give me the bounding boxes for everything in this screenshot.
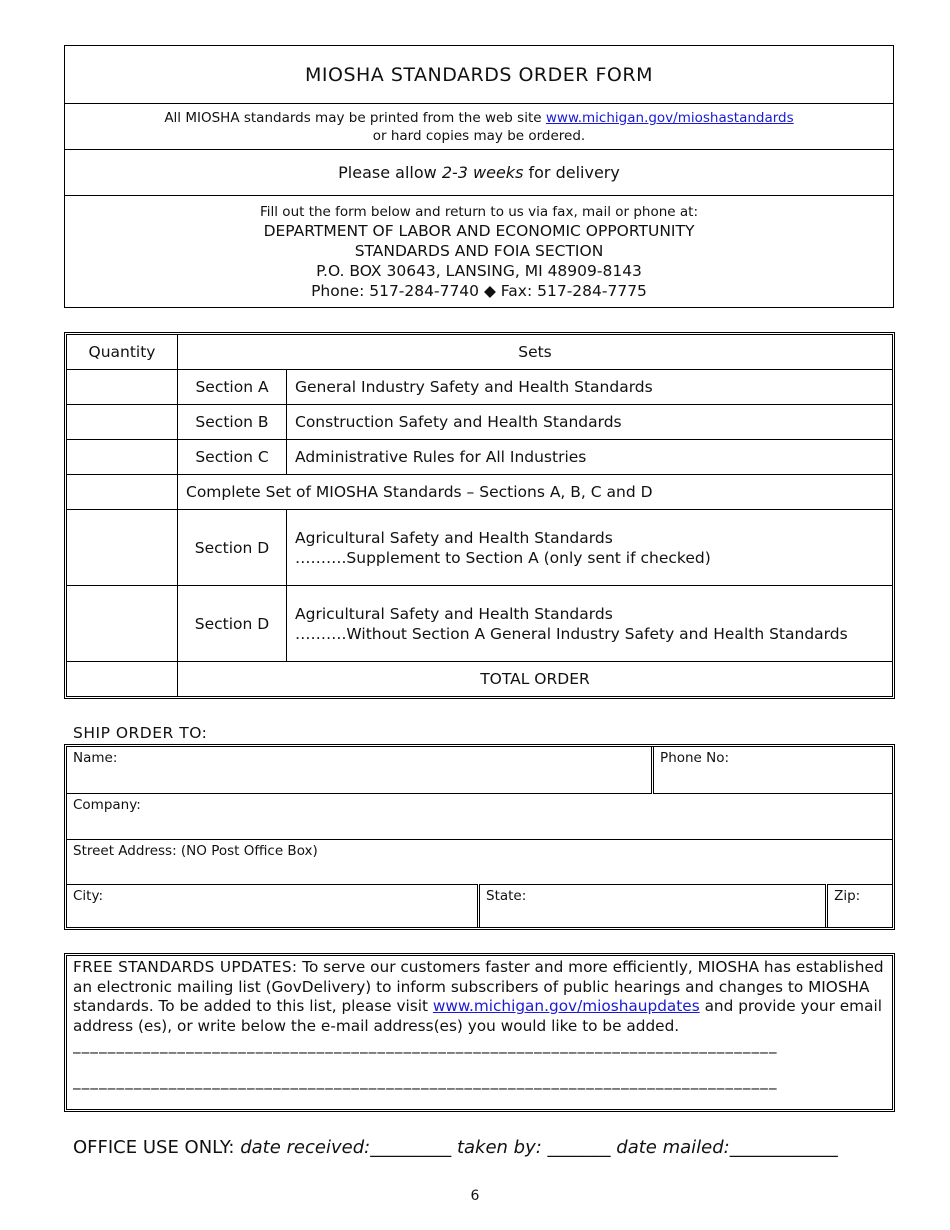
taken-by-blank[interactable]: _______ [547,1137,611,1158]
description-line: ……….Supplement to Section A (only sent if checked) [295,548,711,567]
ship-order-heading: SHIP ORDER TO: [73,724,208,742]
quantity-input-section-b[interactable] [67,404,178,439]
delivery-note [65,150,893,196]
po-box: P.O. BOX 30643, LANSING, MI 48909-8143 [316,262,642,280]
date-mailed-label: date mailed: [616,1137,730,1158]
return-address [65,196,893,301]
table-row [67,475,892,510]
section-description [287,510,893,586]
quantity-input-total[interactable] [67,662,178,696]
free-updates-box [64,953,895,1112]
table-row [67,586,892,662]
sets-header: Sets [178,335,893,369]
quantity-input-section-c[interactable] [67,440,178,475]
email-line-2[interactable]: _________________________________________________________________________________ [73,1072,778,1090]
city-field[interactable]: City: [67,884,479,927]
table-row [67,404,892,439]
phone-field[interactable]: Phone No: [653,747,892,793]
website-prefix: All MIOSHA standards may be printed from the web site [164,110,542,126]
office-use-only [73,1137,838,1158]
table-row [67,510,892,586]
state-field[interactable]: State: [479,884,827,927]
quantity-input-section-d-supplement[interactable] [67,510,178,586]
section-label: Section C [178,440,287,475]
allow-weeks: 2-3 weeks [441,163,524,182]
section-description: General Industry Safety and Health Standards [287,369,893,404]
section-description: Construction Safety and Health Standards [287,404,893,439]
section-name: STANDARDS AND FOIA SECTION [354,242,604,260]
website-suffix: or hard copies may be ordered. [372,128,586,144]
office-label: OFFICE USE ONLY: [73,1137,235,1158]
section-label: Section D [178,586,287,662]
complete-set-label: Complete Set of MIOSHA Standards – Sections A, B, C and D [178,475,893,510]
date-received-blank[interactable]: _________ [370,1137,452,1158]
taken-by-label: taken by: [456,1137,542,1158]
total-order-label: TOTAL ORDER [178,662,893,696]
description-line: Agricultural Safety and Health Standards [295,528,613,547]
table-row [67,440,892,475]
date-mailed-blank[interactable]: ____________ [729,1137,838,1158]
updates-text: To serve our customers faster and more efficiently, MIOSHA has established an electronic mailing list (GovDelivery) to inform subscribers of public hearings and changes to MIOSHA standards. To be added to this list, please visit [73,958,884,1015]
section-label: Section B [178,404,287,439]
section-label: Section D [178,510,287,586]
email-line-1[interactable]: _________________________________________________________________________________ [73,1036,778,1054]
department-name: DEPARTMENT OF LABOR AND ECONOMIC OPPORTUNITY [263,222,695,240]
description-line: Agricultural Safety and Health Standards [295,604,613,623]
quantity-input-section-d-standalone[interactable] [67,586,178,662]
page-number: 6 [470,1188,480,1204]
name-field[interactable]: Name: [67,747,653,793]
company-field[interactable]: Company: [67,793,892,839]
description-line: ……….Without Section A General Industry Safety and Health Standards [295,624,848,643]
section-label: Section A [178,369,287,404]
allow-prefix: Please allow [338,163,437,182]
updates-label: FREE STANDARDS UPDATES: [73,958,298,976]
allow-suffix: for delivery [528,163,620,182]
zip-field[interactable]: Zip: [827,884,892,927]
date-received-label: date received: [240,1137,371,1158]
updates-text-2: and provide your email address (es), or write below the e-mail address(es) you would like to be added. [73,997,882,1035]
order-table [64,332,895,699]
order-header-row [67,335,892,369]
standards-link[interactable]: www.michigan.gov/mioshastandards [545,110,794,126]
phone-fax: Phone: 517-284-7740 ◆ Fax: 517-284-7775 [311,282,647,300]
quantity-input-section-a[interactable] [67,369,178,404]
updates-link[interactable]: www.michigan.gov/mioshaupdates [432,997,700,1015]
quantity-input-complete-set[interactable] [67,475,178,510]
form-title: MIOSHA STANDARDS ORDER FORM [65,46,893,104]
header-box [64,45,894,308]
total-row [67,662,892,696]
section-description: Administrative Rules for All Industries [287,440,893,475]
return-instructions: Fill out the form below and return to us via fax, mail or phone at: [259,204,698,220]
ship-to-table [64,744,895,930]
street-address-field[interactable]: Street Address: (NO Post Office Box) [67,839,892,884]
website-note [65,104,893,150]
table-row [67,369,892,404]
section-description [287,586,893,662]
quantity-header: Quantity [67,335,178,369]
